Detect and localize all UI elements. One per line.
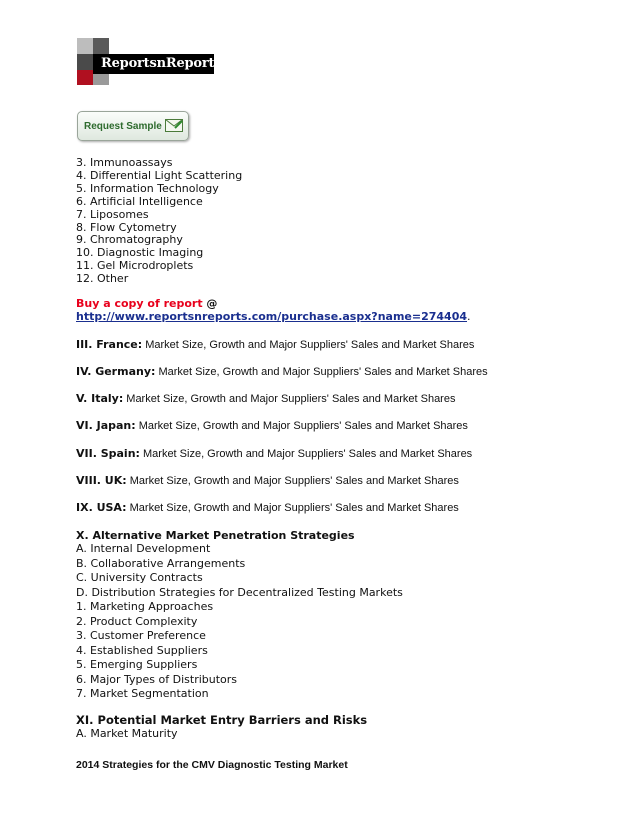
section-text: Market Size, Growth and Major Suppliers' Sales and Market Shares — [135, 420, 468, 432]
list-item: 10. Diagnostic Imaging — [76, 246, 204, 260]
request-sample-button[interactable] — [77, 111, 189, 141]
section-text: Market Size, Growth and Major Suppliers' Sales and Market Shares — [139, 448, 473, 460]
section-uk — [76, 474, 616, 488]
section-heading: IV. Germany: — [76, 365, 156, 378]
request-sample-label: Request Sample — [84, 121, 162, 132]
section-heading: VI. Japan: — [76, 419, 136, 432]
list-item: 3. Immunoassays — [76, 156, 173, 169]
list-item: 3. Customer Preference — [76, 629, 206, 642]
list-item: 9. Chromatography — [76, 233, 183, 247]
list-item: 2. Product Complexity — [76, 614, 198, 628]
section-heading: VII. Spain: — [76, 447, 140, 460]
list-item: 12. Other — [76, 272, 129, 286]
list-item: 4. Established Suppliers — [76, 643, 208, 657]
section-usa — [76, 501, 616, 515]
logo-text: ReportsnReports — [101, 56, 222, 71]
link-period: . — [467, 309, 471, 323]
reportsnreports-logo — [77, 38, 222, 85]
page-footer: 2014 Strategies for the CMV Diagnostic Testing Market — [76, 759, 348, 771]
logo-square-icon — [77, 70, 93, 85]
section-italy — [76, 392, 616, 406]
section-xi — [76, 714, 616, 742]
list-item: 7. Liposomes — [76, 207, 149, 221]
list-item: 5. Information Technology — [76, 181, 219, 195]
buy-report-block — [76, 298, 616, 324]
section-text: Market Size, Growth and Major Suppliers' Sales and Market Shares — [126, 502, 459, 514]
list-item: 7. Market Segmentation — [76, 687, 209, 700]
section-heading: IX. USA: — [76, 501, 127, 514]
list-item: 1. Marketing Approaches — [76, 600, 214, 613]
section-spain — [76, 447, 616, 461]
list-item: 4. Differential Light Scattering — [76, 168, 243, 182]
section-x — [76, 529, 616, 702]
list-item: 6. Artificial Intelligence — [76, 194, 203, 208]
envelope-icon — [165, 119, 183, 132]
buy-report-label: Buy a copy of report — [76, 297, 203, 310]
list-item: 11. Gel Microdroplets — [76, 259, 194, 273]
logo-square-icon — [93, 38, 109, 54]
section-france — [76, 338, 616, 352]
technology-list — [76, 157, 616, 286]
section-japan — [76, 419, 616, 433]
list-item: C. University Contracts — [76, 571, 203, 584]
logo-square-icon — [77, 38, 93, 54]
purchase-link[interactable]: http://www.reportsnreports.com/purchase.aspx?name=274404 — [76, 309, 468, 323]
list-item: 8. Flow Cytometry — [76, 220, 177, 234]
section-text: Market Size, Growth and Major Suppliers' Sales and Market Shares — [142, 339, 475, 351]
section-germany — [76, 365, 616, 379]
list-item: B. Collaborative Arrangements — [76, 556, 246, 570]
list-item: 6. Major Types of Distributors — [76, 672, 238, 686]
section-heading: V. Italy: — [76, 392, 124, 405]
logo-square-icon — [93, 74, 109, 85]
list-item: D. Distribution Strategies for Decentralized Testing Markets — [76, 585, 403, 599]
list-item: A. Internal Development — [76, 542, 211, 555]
section-text: Market Size, Growth and Major Suppliers' Sales and Market Shares — [123, 393, 456, 405]
list-item: 5. Emerging Suppliers — [76, 658, 198, 671]
section-heading: VIII. UK: — [76, 474, 127, 487]
buy-at-sign: @ — [202, 297, 218, 310]
logo-square-icon — [77, 54, 93, 70]
section-x-title: X. Alternative Market Penetration Strategies — [76, 529, 355, 542]
section-text: Market Size, Growth and Major Suppliers' Sales and Market Shares — [155, 366, 488, 378]
section-heading: III. France: — [76, 338, 143, 351]
section-xi-title: XI. Potential Market Entry Barriers and Risks — [76, 713, 368, 727]
list-item: A. Market Maturity — [76, 727, 178, 740]
section-text: Market Size, Growth and Major Suppliers' Sales and Market Shares — [126, 475, 459, 487]
